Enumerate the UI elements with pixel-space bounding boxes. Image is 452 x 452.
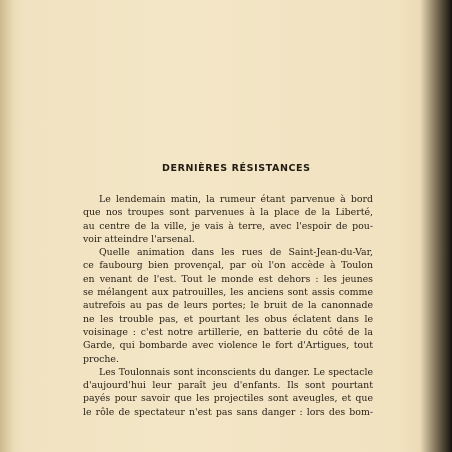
text-line: Quelle animation dans les rues de Saint-Jean-du-Var,	[99, 247, 373, 259]
chapter-heading: DERNIÈRES RÉSISTANCES	[162, 163, 311, 174]
body-text	[83, 193, 373, 419]
text-line: que nos troupes sont parvenues à la place de la Liberté,	[83, 207, 373, 219]
paragraph-2	[83, 246, 373, 366]
text-line: payés pour savoir que les projectiles sont aveugles, et que	[83, 393, 373, 405]
text-line: le rôle de spectateur n'est pas sans danger : lors des bom-	[83, 406, 373, 418]
paragraph-1	[83, 193, 373, 246]
text-line: ce faubourg bien provençal, par où l'on accède à Toulon	[83, 260, 373, 272]
page-gutter-shadow	[0, 0, 14, 452]
text-line: en venant de l'est. Tout le monde est dehors : les jeunes	[83, 273, 373, 285]
text-line: d'aujourd'hui leur paraît jeu d'enfants. Ils sont pourtant	[83, 380, 373, 392]
page-edge-shadow	[420, 0, 452, 452]
text-line: Garde, qui bombarde avec violence le fort d'Artigues, tout	[83, 340, 373, 352]
text-line: voisinage : c'est notre artillerie, en batterie du côté de la	[83, 326, 373, 338]
text-line: ne les trouble pas, et pourtant les obus éclatent dans le	[83, 313, 373, 325]
text-line: proche.	[83, 353, 119, 365]
text-line: Les Toulonnais sont inconscients du danger. Le spectacle	[99, 366, 373, 378]
text-line: autrefois au pas de leurs portes; le bruit de la canonnade	[83, 300, 373, 312]
text-line: Le lendemain matin, la rumeur étant parvenue à bord	[99, 194, 373, 205]
text-line: voir atteindre l'arsenal.	[83, 233, 195, 245]
paragraph-3	[83, 366, 373, 419]
text-line: se mélangent aux patrouilles, les anciens sont assis comme	[83, 287, 373, 299]
text-line: au centre de la ville, je vais à terre, avec l'espoir de pou-	[83, 220, 373, 232]
